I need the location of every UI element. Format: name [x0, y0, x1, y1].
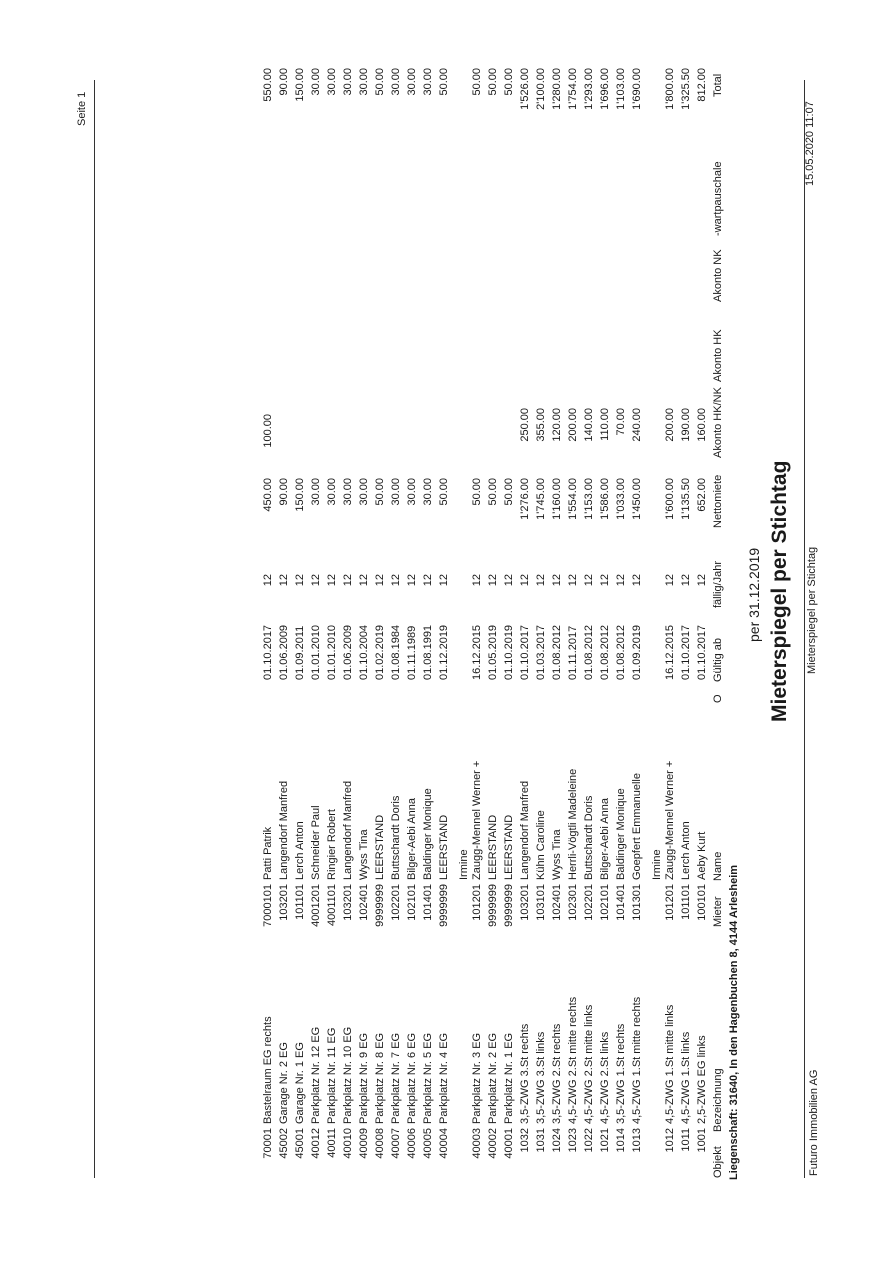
cell-objekt: 45002: [278, 1128, 290, 1159]
report-datetime: 15.05.2020 11:07: [804, 101, 816, 186]
cell-objekt: 1023: [567, 1128, 579, 1153]
cell-mieter: 7000101: [262, 884, 274, 927]
cell-nettomiete: 1'276.00: [519, 478, 531, 520]
cell-gueltig-ab: 01.06.2009: [278, 624, 290, 680]
cell-mieter: 102201: [583, 884, 595, 921]
cell-total: 50.00: [487, 68, 499, 96]
cell-bezeichnung: Bastelraum EG rechts: [262, 1016, 274, 1124]
cell-objekt: 1011: [680, 1128, 692, 1152]
cell-name: Herrli-Vögtli Madeleine: [567, 768, 579, 880]
cell-akonto-hknk: 200.00: [664, 408, 676, 442]
cell-mieter: 9999999: [438, 884, 450, 927]
cell-objekt: 40006: [406, 1128, 418, 1159]
cell-nettomiete: 50.00: [374, 478, 386, 506]
cell-bezeichnung: Parkplatz Nr. 12 EG: [310, 1026, 322, 1124]
cell-nettomiete: 1'450.00: [631, 478, 643, 520]
cell-faellig: 12: [535, 574, 547, 587]
cell-objekt: 1022: [583, 1128, 595, 1153]
col-nettomiete: Nettomiete: [712, 474, 724, 528]
cell-bezeichnung: 4,5-ZWG 1.St mitte rechts: [631, 996, 643, 1124]
cell-faellig: 12: [342, 574, 354, 587]
cell-mieter: 103201: [342, 884, 354, 921]
cell-bezeichnung: 3,5-ZWG 3.St rechts: [519, 1023, 531, 1124]
cell-name: LEERSTAND: [438, 814, 450, 880]
cell-nettomiete: 450.00: [262, 478, 274, 512]
cell-objekt: 40002: [487, 1128, 499, 1159]
cell-gueltig-ab: 01.09.2011: [294, 625, 306, 680]
cell-bezeichnung: Parkplatz Nr. 7 EG: [390, 1032, 402, 1124]
cell-nettomiete: 1'153.00: [583, 478, 595, 520]
cell-nettomiete: 30.00: [422, 478, 434, 506]
page-number: Seite 1: [76, 91, 88, 126]
cell-name-continued: Irmine: [651, 849, 663, 880]
cell-name: LEERSTAND: [503, 814, 515, 880]
cell-nettomiete: 1'745.00: [535, 478, 547, 520]
cell-objekt: 1032: [519, 1128, 531, 1153]
cell-gueltig-ab: 01.03.2017: [535, 624, 547, 680]
cell-bezeichnung: 4,5-ZWG 2.St mitte links: [583, 1004, 595, 1124]
cell-objekt: 40012: [310, 1128, 322, 1159]
cell-akonto-hknk: 140.00: [583, 408, 595, 442]
cell-gueltig-ab: 01.10.2004: [358, 624, 370, 680]
cell-faellig: 12: [696, 574, 708, 587]
page-title: Mieterspiegel per Stichtag: [768, 460, 791, 722]
cell-gueltig-ab: 01.10.2017: [262, 624, 274, 680]
cell-nettomiete: 50.00: [487, 478, 499, 506]
cell-name: Baldinger Monique: [615, 788, 627, 880]
cell-gueltig-ab: 01.12.2019: [438, 624, 450, 680]
cell-faellig: 12: [551, 574, 563, 587]
col-faellig: fällig/Jahr: [712, 560, 724, 608]
col-o: O: [712, 694, 724, 703]
cell-total: 30.00: [422, 68, 434, 96]
cell-mieter: 102201: [390, 884, 402, 921]
company-name: Futuro Immobilien AG: [808, 1069, 820, 1176]
cell-nettomiete: 150.00: [294, 478, 306, 512]
cell-total: 30.00: [358, 68, 370, 96]
cell-nettomiete: 652.00: [696, 478, 708, 512]
cell-name: LEERSTAND: [374, 814, 386, 880]
cell-nettomiete: 50.00: [438, 478, 450, 506]
cell-gueltig-ab: 01.06.2009: [342, 624, 354, 680]
cell-faellig: 12: [599, 574, 611, 587]
cell-akonto-hknk: 120.00: [551, 408, 563, 442]
cell-nettomiete: 50.00: [503, 478, 515, 506]
cell-bezeichnung: 4,5-ZWG 2.St mitte rechts: [567, 996, 579, 1124]
cell-total: 550.00: [262, 68, 274, 102]
cell-name: Schneider Paul: [310, 805, 322, 880]
cell-mieter: 101401: [615, 884, 627, 921]
cell-nettomiete: 1'554.00: [567, 478, 579, 520]
report-name: Mieterspiegel per Stichtag: [806, 546, 818, 674]
cell-gueltig-ab: 01.01.2010: [310, 624, 322, 680]
cell-name: Patti Patrik: [262, 826, 274, 880]
page-subtitle: per 31.12.2019: [746, 547, 762, 642]
cell-objekt: 40008: [374, 1128, 386, 1159]
cell-objekt: 40003: [471, 1128, 483, 1159]
cell-faellig: 12: [487, 574, 499, 587]
cell-bezeichnung: Garage Nr. 2 EG: [278, 1042, 290, 1124]
cell-bezeichnung: Parkplatz Nr. 5 EG: [422, 1032, 434, 1124]
cell-objekt: 1001: [696, 1128, 708, 1153]
cell-mieter: 101401: [422, 884, 434, 921]
cell-mieter: 102101: [599, 884, 611, 921]
cell-name: Wyss Tina: [551, 829, 563, 880]
cell-faellig: 12: [503, 574, 515, 587]
cell-gueltig-ab: 01.09.2019: [631, 624, 643, 680]
cell-total: 1'690.00: [631, 68, 643, 110]
cell-faellig: 12: [374, 574, 386, 587]
cell-total: 1'754.00: [567, 68, 579, 110]
cell-total: 1'325.50: [680, 68, 692, 110]
cell-name: Buttschardt Doris: [583, 795, 595, 880]
cell-mieter: 102401: [551, 884, 563, 921]
col-bezeichnung: Bezeichnung: [712, 1068, 724, 1132]
cell-name: Lerch Anton: [680, 821, 692, 880]
cell-bezeichnung: 3,5-ZWG 1.St rechts: [615, 1023, 627, 1124]
footer-rule: [94, 80, 95, 1178]
cell-bezeichnung: Parkplatz Nr. 3 EG: [471, 1032, 483, 1124]
cell-gueltig-ab: 01.10.2017: [519, 624, 531, 680]
cell-faellig: 12: [567, 574, 579, 587]
cell-faellig: 12: [664, 574, 676, 587]
cell-name: Goepfert Emmanuelle: [631, 773, 643, 880]
cell-mieter: 4001201: [310, 884, 322, 927]
cell-gueltig-ab: 01.08.2012: [583, 624, 595, 680]
cell-bezeichnung: 3,5-ZWG 3.St links: [535, 1031, 547, 1124]
cell-name: Langendorf Manfred: [519, 780, 531, 880]
cell-name: Wyss Tina: [358, 829, 370, 880]
cell-objekt: 40009: [358, 1128, 370, 1159]
cell-gueltig-ab: 01.01.2010: [326, 624, 338, 680]
cell-faellig: 12: [262, 574, 274, 587]
cell-mieter: 101201: [664, 884, 676, 921]
cell-nettomiete: 1'586.00: [599, 478, 611, 520]
cell-mieter: 103101: [535, 884, 547, 921]
cell-akonto-hknk: 190.00: [680, 408, 692, 442]
cell-bezeichnung: 4,5-ZWG 1.St mitte links: [664, 1004, 676, 1124]
cell-total: 50.00: [374, 68, 386, 96]
cell-total: 30.00: [326, 68, 338, 96]
cell-name: Ringier Robert: [326, 809, 338, 880]
cell-mieter: 103201: [519, 884, 531, 921]
cell-name: LEERSTAND: [487, 814, 499, 880]
cell-akonto-hknk: 250.00: [519, 408, 531, 442]
col-akonto-hk: Akonto HK: [712, 329, 724, 382]
cell-faellig: 12: [406, 574, 418, 587]
cell-akonto-hknk: 160.00: [696, 408, 708, 442]
cell-faellig: 12: [583, 574, 595, 587]
col-wartpauschale: -wartpauschale: [712, 161, 724, 236]
cell-objekt: 1013: [631, 1128, 643, 1153]
cell-nettomiete: 30.00: [342, 478, 354, 506]
cell-nettomiete: 1'600.00: [664, 478, 676, 520]
cell-total: 30.00: [310, 68, 322, 96]
cell-bezeichnung: Garage Nr. 1 EG: [294, 1042, 306, 1124]
cell-nettomiete: 1'135.50: [680, 478, 692, 520]
cell-akonto-hknk: 200.00: [567, 408, 579, 442]
cell-objekt: 40007: [390, 1128, 402, 1159]
col-akonto-nk: Akonto NK: [712, 249, 724, 302]
cell-gueltig-ab: 01.10.2017: [696, 624, 708, 680]
cell-faellig: 12: [438, 574, 450, 587]
cell-gueltig-ab: 01.10.2019: [503, 624, 515, 680]
cell-bezeichnung: Parkplatz Nr. 10 EG: [342, 1026, 354, 1124]
cell-bezeichnung: 3,5-ZWG 2.St rechts: [551, 1023, 563, 1124]
cell-bezeichnung: Parkplatz Nr. 11 EG: [326, 1027, 338, 1124]
cell-mieter: 9999999: [487, 884, 499, 927]
cell-name: Bilger-Aebi Anna: [406, 798, 418, 880]
cell-nettomiete: 30.00: [358, 478, 370, 506]
cell-total: 30.00: [390, 68, 402, 96]
cell-faellig: 12: [631, 574, 643, 587]
cell-gueltig-ab: 01.08.2012: [615, 624, 627, 680]
cell-total: 90.00: [278, 68, 290, 96]
cell-mieter: 101101: [294, 884, 306, 920]
cell-name: Langendorf Manfred: [278, 780, 290, 880]
cell-nettomiete: 30.00: [310, 478, 322, 506]
cell-bezeichnung: Parkplatz Nr. 8 EG: [374, 1032, 386, 1124]
cell-mieter: 4001101: [326, 884, 338, 927]
cell-mieter: 101201: [471, 884, 483, 921]
cell-total: 30.00: [406, 68, 418, 96]
cell-objekt: 40005: [422, 1128, 434, 1159]
cell-bezeichnung: Parkplatz Nr. 4 EG: [438, 1032, 450, 1124]
cell-total: 2'100.00: [535, 68, 547, 110]
cell-gueltig-ab: 01.08.2012: [599, 624, 611, 680]
cell-name: Baldinger Monique: [422, 788, 434, 880]
cell-total: 1'696.00: [599, 68, 611, 110]
cell-bezeichnung: 4,5-ZWG 2.St links: [599, 1031, 611, 1124]
cell-nettomiete: 50.00: [471, 478, 483, 506]
cell-name: Bilger-Aebi Anna: [599, 798, 611, 880]
cell-name: Kühn Caroline: [535, 810, 547, 880]
cell-bezeichnung: Parkplatz Nr. 1 EG: [503, 1032, 515, 1124]
col-name: Name: [712, 851, 724, 881]
cell-gueltig-ab: 01.08.1991: [422, 624, 434, 680]
cell-bezeichnung: 2,5-ZWG EG links: [696, 1035, 708, 1124]
cell-gueltig-ab: 01.02.2019: [374, 624, 386, 680]
cell-objekt: 1014: [615, 1128, 627, 1153]
cell-objekt: 40010: [342, 1128, 354, 1159]
cell-objekt: 45001: [294, 1128, 306, 1159]
cell-objekt: 40001: [503, 1128, 515, 1159]
property-line: Liegenschaft: 31640, In den Hagenbuchen 8, 4144 Arlesheim: [728, 864, 740, 1180]
col-akonto-hknk: Akonto HK/NK: [712, 387, 724, 458]
cell-faellig: 12: [390, 574, 402, 587]
cell-faellig: 12: [615, 574, 627, 587]
cell-gueltig-ab: 01.11.2017: [567, 625, 579, 680]
cell-faellig: 12: [519, 574, 531, 587]
cell-name: Aeby Kurt: [696, 831, 708, 880]
cell-faellig: 12: [680, 574, 692, 587]
cell-nettomiete: 30.00: [326, 478, 338, 506]
cell-total: 812.00: [696, 68, 708, 102]
cell-akonto-hknk: 70.00: [615, 408, 627, 436]
cell-objekt: 70001: [262, 1128, 274, 1159]
cell-objekt: 1031: [535, 1128, 547, 1153]
cell-mieter: 9999999: [374, 884, 386, 927]
cell-faellig: 12: [294, 574, 306, 587]
cell-nettomiete: 30.00: [406, 478, 418, 506]
cell-faellig: 12: [310, 574, 322, 587]
cell-total: 1'293.00: [583, 68, 595, 110]
cell-bezeichnung: 4,5-ZWG 1.St links: [680, 1031, 692, 1124]
col-gueltig-ab: Gültig ab: [712, 637, 724, 682]
cell-gueltig-ab: 01.10.2017: [680, 624, 692, 680]
cell-mieter: 102301: [567, 884, 579, 921]
cell-faellig: 12: [358, 574, 370, 587]
cell-name: Buttschardt Doris: [390, 795, 402, 880]
cell-nettomiete: 1'033.00: [615, 478, 627, 520]
cell-name: Langendorf Manfred: [342, 780, 354, 880]
cell-faellig: 12: [326, 574, 338, 587]
cell-name-continued: Irmine: [458, 849, 470, 880]
cell-name: Zaugg-Mennel Werner +: [664, 760, 676, 880]
cell-bezeichnung: Parkplatz Nr. 2 EG: [487, 1032, 499, 1124]
cell-nettomiete: 1'160.00: [551, 478, 563, 520]
cell-total: 1'280.00: [551, 68, 563, 110]
cell-gueltig-ab: 01.08.1984: [390, 624, 402, 680]
cell-faellig: 12: [471, 574, 483, 587]
cell-mieter: 103201: [278, 884, 290, 921]
cell-name: Lerch Anton: [294, 821, 306, 880]
cell-akonto-hknk-extra: 100.00: [262, 414, 274, 448]
cell-gueltig-ab: 01.08.2012: [551, 624, 563, 680]
cell-nettomiete: 90.00: [278, 478, 290, 506]
cell-mieter: 102401: [358, 884, 370, 921]
cell-objekt: 1021: [599, 1128, 611, 1153]
cell-objekt: 40004: [438, 1128, 450, 1159]
cell-akonto-hknk: 110.00: [599, 408, 611, 441]
cell-faellig: 12: [422, 574, 434, 587]
cell-gueltig-ab: 01.05.2019: [487, 624, 499, 680]
cell-objekt: 40011: [326, 1128, 338, 1158]
cell-mieter: 100101: [696, 884, 708, 921]
col-objekt: Objekt: [712, 1146, 724, 1178]
cell-objekt: 1012: [664, 1128, 676, 1153]
cell-gueltig-ab: 16.12.2015: [664, 624, 676, 680]
cell-total: 150.00: [294, 68, 306, 102]
cell-total: 50.00: [503, 68, 515, 96]
cell-mieter: 102101: [406, 884, 418, 921]
cell-gueltig-ab: 01.11.1989: [406, 625, 418, 680]
cell-gueltig-ab: 16.12.2015: [471, 624, 483, 680]
cell-mieter: 9999999: [503, 884, 515, 927]
cell-total: 1'103.00: [615, 68, 627, 110]
cell-total: 50.00: [438, 68, 450, 96]
cell-nettomiete: 30.00: [390, 478, 402, 506]
col-total: Total: [712, 73, 724, 97]
cell-bezeichnung: Parkplatz Nr. 9 EG: [358, 1032, 370, 1124]
cell-name: Zaugg-Mennel Werner +: [471, 760, 483, 880]
cell-total: 1'800.00: [664, 68, 676, 110]
cell-total: 50.00: [471, 68, 483, 96]
cell-objekt: 1024: [551, 1128, 563, 1153]
cell-mieter: 101101: [680, 884, 692, 920]
cell-faellig: 12: [278, 574, 290, 587]
cell-total: 30.00: [342, 68, 354, 96]
cell-bezeichnung: Parkplatz Nr. 6 EG: [406, 1032, 418, 1124]
cell-akonto-hknk: 240.00: [631, 408, 643, 442]
cell-akonto-hknk: 355.00: [535, 408, 547, 442]
cell-mieter: 101301: [631, 884, 643, 921]
cell-total: 1'526.00: [519, 68, 531, 110]
col-mieter: Mieter: [712, 896, 724, 927]
